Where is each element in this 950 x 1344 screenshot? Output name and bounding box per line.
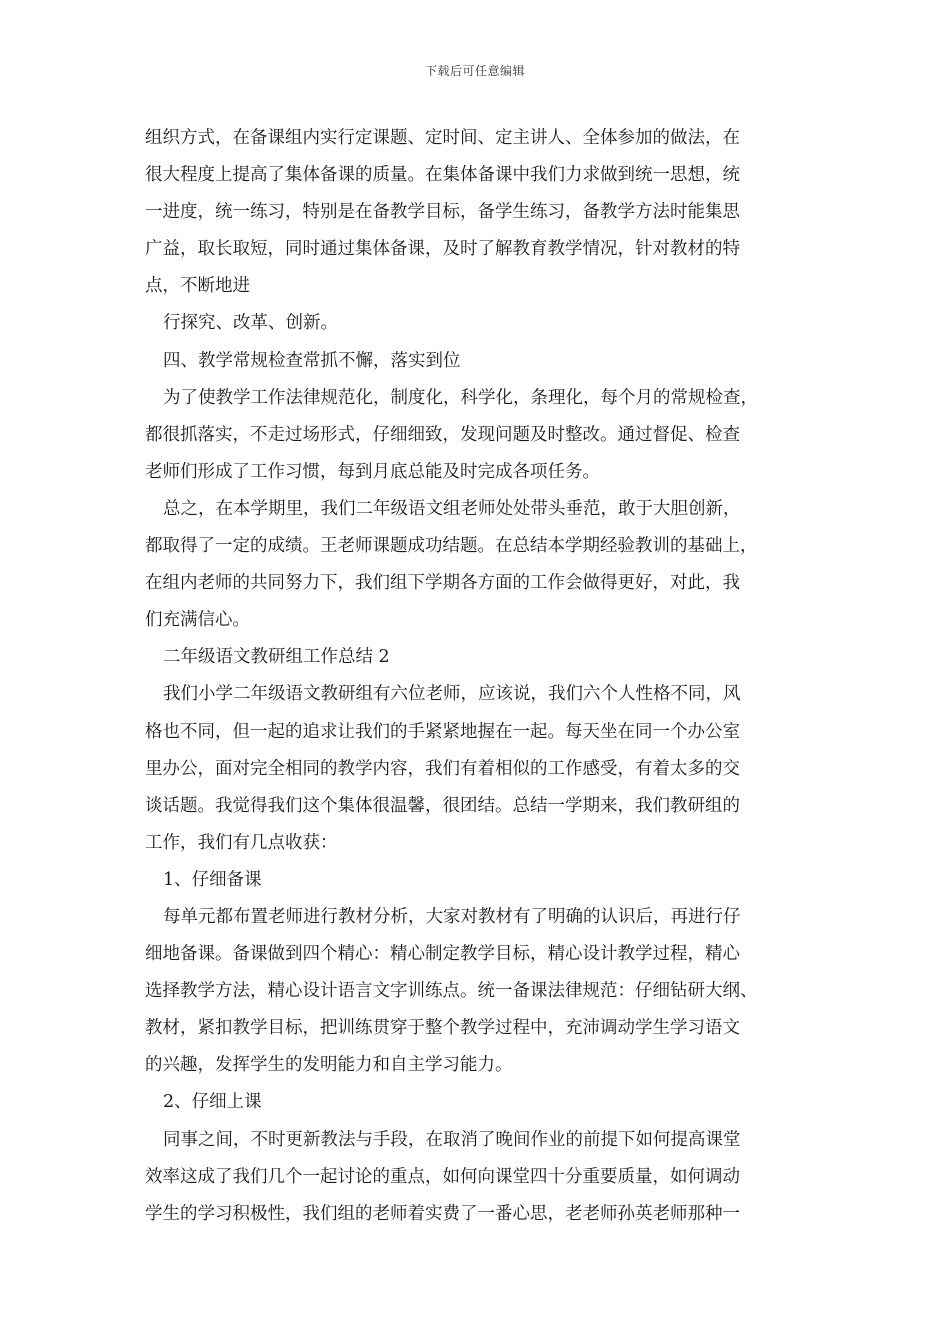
text-line: 在组内老师的共同努力下，我们组下学期各方面的工作会做得更好，对此，我 xyxy=(145,573,740,594)
text-line: 里办公，面对完全相同的教学内容，我们有着相似的工作感受，有着太多的交 xyxy=(145,758,740,779)
text-line: 细地备课。备课做到四个精心：精心制定教学目标，精心设计教学过程，精心 xyxy=(145,944,740,965)
text-line: 为了使教学工作法律规范化，制度化，科学化，条理化，每个月的常规检查， xyxy=(163,387,758,408)
page-header: 下载后可任意编辑 xyxy=(424,64,525,78)
text-line: 2、仔细上课 xyxy=(163,1092,262,1113)
text-line: 都很抓落实，不走过场形式，仔细细致，发现问题及时整改。通过督促、检查 xyxy=(145,424,740,445)
text-line: 总之，在本学期里，我们二年级语文组老师处处带头垂范，敢于大胆创新， xyxy=(163,498,741,519)
text-line: 每单元都布置老师进行教材分析，大家对教材有了明确的认识后，再进行仔 xyxy=(163,906,741,927)
text-line: 我们小学二年级语文教研组有六位老师，应该说，我们六个人性格不同，风 xyxy=(163,684,741,705)
text-line: 同事之间，不时更新教法与手段，在取消了晚间作业的前提下如何提高课堂 xyxy=(163,1129,741,1150)
text-line: 广益，取长取短，同时通过集体备课，及时了解教育教学情况，针对教材的特 xyxy=(145,239,740,260)
text-line: 四、教学常规检查常抓不懈，落实到位 xyxy=(163,350,461,371)
text-line: 选择教学方法，精心设计语言文字训练点。统一备课法律规范：仔细钻研大纲、 xyxy=(145,981,758,1002)
text-line: 学生的学习积极性，我们组的老师着实费了一番心思，老老师孙英老师那种一 xyxy=(145,1203,740,1224)
text-line: 组织方式，在备课组内实行定课题、定时间、定主讲人、全体参加的做法，在 xyxy=(145,128,740,148)
text-line: 格也不同，但一起的追求让我们的手紧紧地握在一起。每天坐在同一个办公室 xyxy=(145,721,740,742)
text-line: 工作，我们有几点收获： xyxy=(145,832,338,853)
text-line: 行探究、改革、创新。 xyxy=(163,313,338,334)
text-line: 二年级语文教研组工作总结 2 xyxy=(163,647,390,668)
text-line: 点，不断地进 xyxy=(145,276,250,297)
text-line: 们充满信心。 xyxy=(145,610,250,631)
text-line: 一进度，统一练习，特别是在备教学目标，备学生练习，备教学方法时能集思 xyxy=(145,202,740,223)
text-line: 谈话题。我觉得我们这个集体很温馨，很团结。总结一学期来，我们教研组的 xyxy=(145,795,740,816)
text-line: 的兴趣，发挥学生的发明能力和自主学习能力。 xyxy=(145,1055,513,1076)
text-line: 效率这成了我们几个一起讨论的重点，如何向课堂四十分重要质量，如何调动 xyxy=(145,1166,740,1187)
text-line: 很大程度上提高了集体备课的质量。在集体备课中我们力求做到统一思想，统 xyxy=(145,165,740,186)
text-line: 都取得了一定的成绩。王老师课题成功结题。在总结本学期经验教训的基础上， xyxy=(145,536,758,557)
text-line: 教材，紧扣教学目标，把训练贯穿于整个教学过程中，充沛调动学生学习语文 xyxy=(145,1018,740,1039)
document-body xyxy=(145,120,817,1233)
text-line: 老师们形成了工作习惯，每到月底总能及时完成各项任务。 xyxy=(145,461,600,482)
text-line: 1、仔细备课 xyxy=(163,869,262,890)
